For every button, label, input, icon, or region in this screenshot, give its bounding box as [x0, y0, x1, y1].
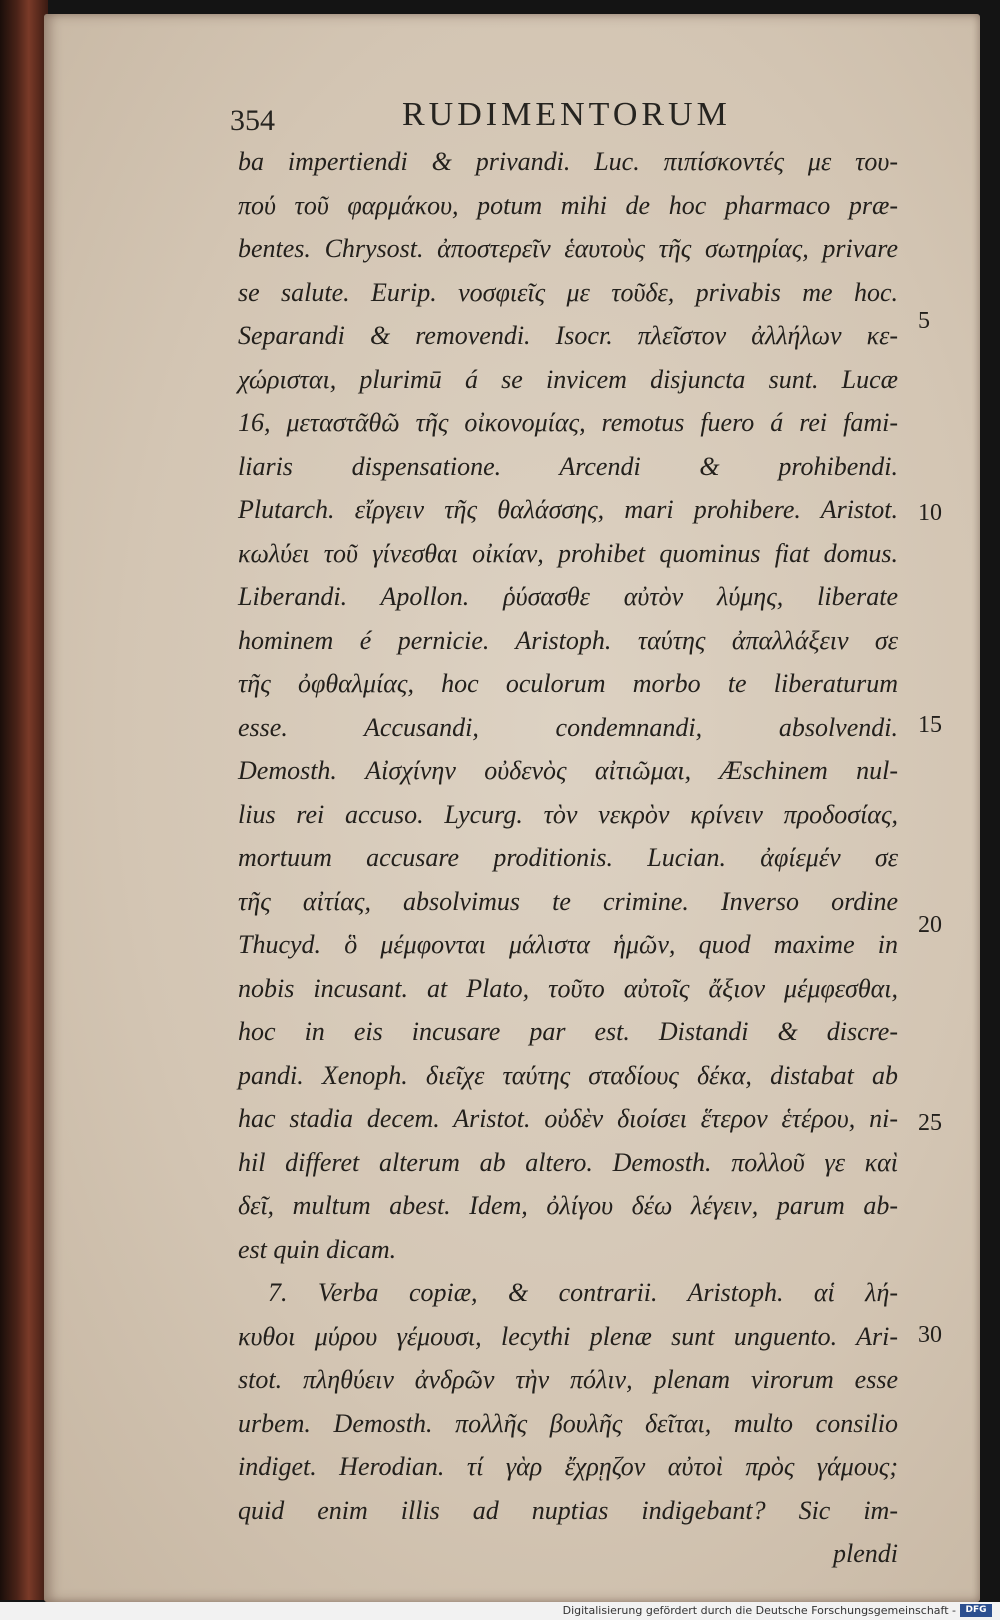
text-line: Plutarch. εἴργειν τῆς θαλάσσης, mari prohibere. Aristot. — [238, 495, 898, 524]
text-line: τῆς αἰτίας, absolvimus te crimine. Inverso ordine — [238, 886, 898, 916]
text-line: urbem. Demosth. πολλῆς βουλῆς δεῖται, multo consilio — [238, 1408, 898, 1438]
text-line: esse. Accusandi, condemnandi, absolvendi. — [238, 712, 898, 742]
line-number: 10 — [918, 500, 942, 526]
text-line: bentes. Chrysost. ἀποστερεῖν ἑαυτοὺς τῆς σωτηρίας, privare — [238, 234, 898, 263]
dfg-logo: DFG — [960, 1604, 992, 1617]
text-line: 7. Verba copiæ, & contrarii. Aristoph. αἱ λή- — [268, 1278, 898, 1307]
text-block — [238, 140, 898, 1576]
line-number: 30 — [918, 1322, 942, 1348]
text-line: quid enim illis ad nuptias indigebant? Sic im- — [238, 1495, 898, 1525]
text-line: hil differet alterum ab altero. Demosth. πολλοῦ γε καὶ — [238, 1147, 898, 1177]
text-line: πού τοῦ φαρμάκου, potum mihi de hoc pharmaco præ- — [238, 190, 898, 220]
text-line: Thucyd. ὃ μέμφονται μάλιστα ἡμῶν, quod maxime in — [238, 930, 898, 959]
text-line: mortuum accusare proditionis. Lucian. ἀφίεμέν σε — [238, 843, 898, 872]
text-line: liaris dispensatione. Arcendi & prohibendi. — [238, 451, 898, 481]
text-line: hac stadia decem. Aristot. οὐδὲν διοίσει ἕτερον ἑτέρου, ni- — [238, 1104, 898, 1133]
text-line: Demosth. Αἰσχίνην οὐδενὸς αἰτιῶμαι, Æschinem nul- — [238, 756, 898, 785]
text-line: χώρισται, plurimū á se invicem disjuncta sunt. Lucæ — [238, 364, 898, 394]
funding-credit: Digitalisierung gefördert durch die Deutsche Forschungsgemeinschaft - — [562, 1604, 956, 1617]
text-line: est quin dicam. — [238, 1234, 397, 1264]
text-line: hominem é pernicie. Aristoph. ταύτης ἀπαλλάξειν σε — [238, 625, 898, 655]
text-line: δεῖ, multum abest. Idem, ὀλίγου δέω λέγειν, parum ab- — [238, 1191, 898, 1220]
text-line: pandi. Xenoph. διεῖχε ταύτης σταδίους δέκα, distabat ab — [238, 1060, 898, 1090]
page-number: 354 — [230, 104, 275, 137]
text-line: stot. πληθύειν ἀνδρῶν τὴν πόλιν, plenam virorum esse — [238, 1365, 898, 1394]
text-line: se salute. Eurip. νοσφιεῖς με τοῦδε, privabis me hoc. — [238, 277, 898, 307]
text-line: Liberandi. Apollon. ῥύσασθε αὐτὸν λύμης, liberate — [238, 582, 898, 611]
text-line: Separandi & removendi. Isocr. πλεῖστον ἀλλήλων κε- — [238, 321, 898, 350]
line-number: 15 — [918, 712, 942, 738]
running-title: RUDIMENTORUM — [402, 96, 731, 133]
text-line: lius rei accuso. Lycurg. τὸν νεκρὸν κρίνειν προδοσίας, — [238, 799, 898, 829]
text-line: nobis incusant. at Plato, τοῦτο αὐτοῖς ἄξιον μέμφεσθαι, — [238, 973, 898, 1003]
text-line: κυθοι μύρου γέμουσι, lecythi plenæ sunt unguento. Ari- — [238, 1321, 898, 1351]
text-line: ba impertiendi & privandi. Luc. πιπίσκοντές με του- — [238, 147, 898, 176]
book-spine — [0, 0, 48, 1600]
text-line: τῆς ὀφθαλμίας, hoc oculorum morbo te liberaturum — [238, 669, 898, 698]
text-line: κωλύει τοῦ γίνεσθαι οἰκίαν, prohibet quominus fiat domus. — [238, 538, 898, 568]
page-header — [230, 96, 910, 140]
line-number: 20 — [918, 912, 942, 938]
catchword: plendi — [833, 1539, 898, 1568]
text-line: 16, μεταστᾶθῶ τῆς οἰκονομίας, remotus fuero á rei fami- — [238, 408, 898, 437]
text-line: hoc in eis incusare par est. Distandi & discre- — [238, 1017, 898, 1046]
line-number: 25 — [918, 1110, 942, 1136]
text-line: indiget. Herodian. τί γὰρ ἔχρῃζον αὐτοὶ πρὸς γάμους; — [238, 1452, 898, 1481]
line-number: 5 — [918, 308, 930, 334]
